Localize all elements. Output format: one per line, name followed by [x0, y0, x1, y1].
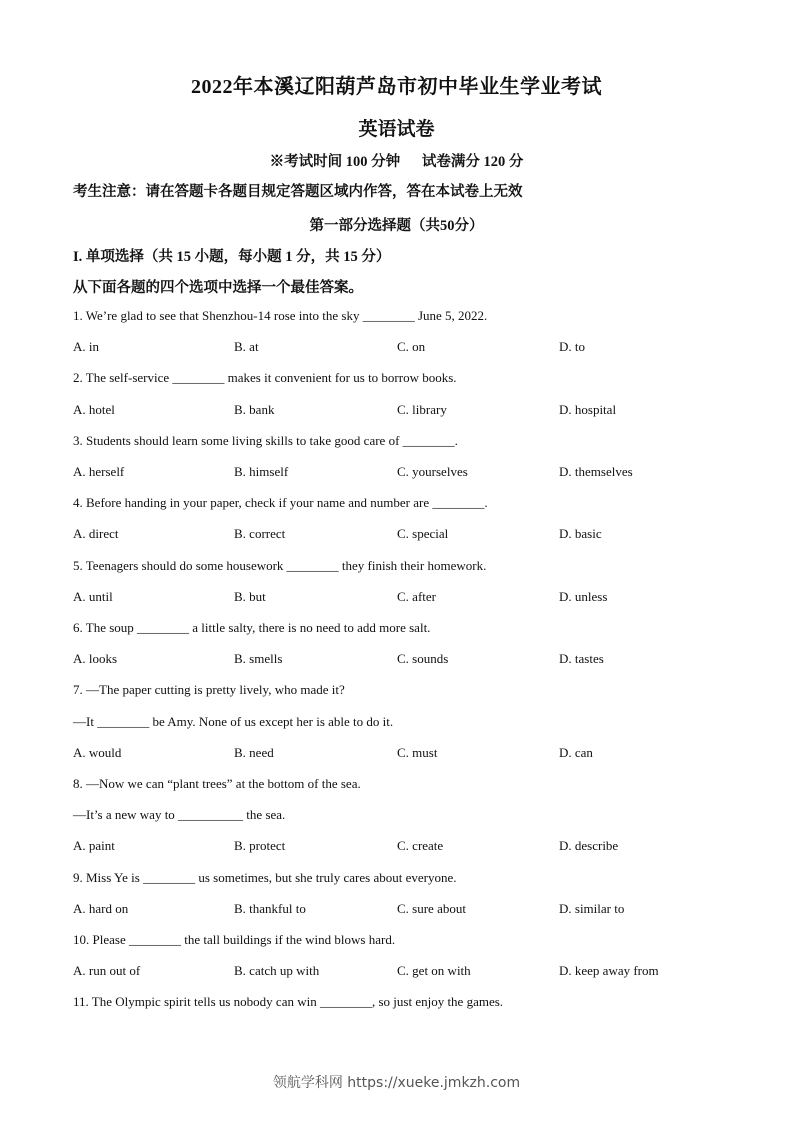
option-b: B. thankful to — [234, 901, 306, 916]
option-d: D. can — [559, 745, 593, 760]
option-d: D. keep away from — [559, 963, 659, 978]
option-c: C. create — [397, 838, 444, 853]
question-stem: 11. The Olympic spirit tells us nobody can win ________, so just enjoy the games. — [73, 994, 504, 1009]
options-row — [73, 745, 723, 763]
exam-title: 2022年本溪辽阳葫芦岛市初中毕业生学业考试 — [191, 76, 602, 98]
option-d: D. similar to — [559, 901, 625, 916]
option-a: A. until — [73, 589, 113, 604]
option-d: D. basic — [559, 526, 602, 541]
option-c: C. on — [397, 339, 426, 354]
section-heading: I. 单项选择（共 15 小题，每小题 1 分，共 15 分） — [73, 249, 391, 265]
option-d: D. tastes — [559, 651, 604, 666]
option-d: D. describe — [559, 838, 619, 853]
exam-time-score-info: ※考试时间 100 分钟 试卷满分 120 分 — [269, 154, 524, 170]
option-c: C. library — [397, 402, 447, 417]
part-title: 第一部分选择题（共50分） — [309, 218, 484, 234]
question-stem: 6. The soup ________ a little salty, there is no need to add more salt. — [73, 620, 431, 635]
option-d: D. unless — [559, 589, 608, 604]
options-row — [73, 589, 723, 607]
options-row — [73, 526, 723, 544]
option-c: C. sure about — [397, 901, 466, 916]
option-b: B. need — [234, 745, 274, 760]
option-a: A. in — [73, 339, 99, 354]
option-a: A. hard on — [73, 901, 129, 916]
option-b: B. protect — [234, 838, 286, 853]
option-b: B. at — [234, 339, 259, 354]
option-b: B. but — [234, 589, 266, 604]
option-c: C. special — [397, 526, 449, 541]
section-instruction: 从下面各题的四个选项中选择一个最佳答案。 — [73, 280, 363, 296]
question-stem: 1. We’re glad to see that Shenzhou-14 rose into the sky ________ June 5, 2022. — [73, 308, 488, 323]
option-d: D. to — [559, 339, 585, 354]
question-dialogue-line: —It’s a new way to __________ the sea. — [73, 807, 286, 822]
option-a: A. direct — [73, 526, 119, 541]
option-b: B. bank — [234, 402, 275, 417]
options-row — [73, 838, 723, 856]
options-row — [73, 339, 723, 357]
option-a: A. hotel — [73, 402, 115, 417]
option-d: D. themselves — [559, 464, 633, 479]
candidate-notice: 考生注意：请在答题卡各题目规定答题区域内作答，答在本试卷上无效 — [73, 184, 523, 200]
option-a: A. would — [73, 745, 122, 760]
options-row — [73, 901, 723, 919]
option-c: C. sounds — [397, 651, 449, 666]
question-stem: 9. Miss Ye is ________ us sometimes, but she truly cares about everyone. — [73, 870, 457, 885]
option-c: C. yourselves — [397, 464, 468, 479]
options-row — [73, 402, 723, 420]
question-stem: 5. Teenagers should do some housework ________ they finish their homework. — [73, 558, 487, 573]
question-stem: 7. —The paper cutting is pretty lively, who made it? — [73, 682, 345, 697]
option-b: B. correct — [234, 526, 286, 541]
option-b: B. catch up with — [234, 963, 320, 978]
question-dialogue-line: —It ________ be Amy. None of us except her is able to do it. — [73, 714, 394, 729]
option-c: C. after — [397, 589, 436, 604]
options-row — [73, 651, 723, 669]
option-a: A. paint — [73, 838, 115, 853]
option-a: A. run out of — [73, 963, 141, 978]
option-c: C. must — [397, 745, 438, 760]
option-b: B. himself — [234, 464, 289, 479]
option-d: D. hospital — [559, 402, 617, 417]
question-stem: 8. —Now we can “plant trees” at the bottom of the sea. — [73, 776, 361, 791]
question-stem: 4. Before handing in your paper, check if your name and number are ________. — [73, 495, 488, 510]
question-stem: 3. Students should learn some living skills to take good care of ________. — [73, 433, 458, 448]
options-row — [73, 963, 723, 981]
footer-watermark: 领航学科网 https://xueke.jmkzh.com — [272, 1075, 521, 1091]
option-c: C. get on with — [397, 963, 471, 978]
options-row — [73, 464, 723, 482]
option-a: A. herself — [73, 464, 125, 479]
question-stem: 2. The self-service ________ makes it convenient for us to borrow books. — [73, 370, 457, 385]
option-b: B. smells — [234, 651, 283, 666]
exam-subtitle: 英语试卷 — [358, 119, 435, 140]
question-stem: 10. Please ________ the tall buildings if the wind blows hard. — [73, 932, 396, 947]
option-a: A. looks — [73, 651, 118, 666]
